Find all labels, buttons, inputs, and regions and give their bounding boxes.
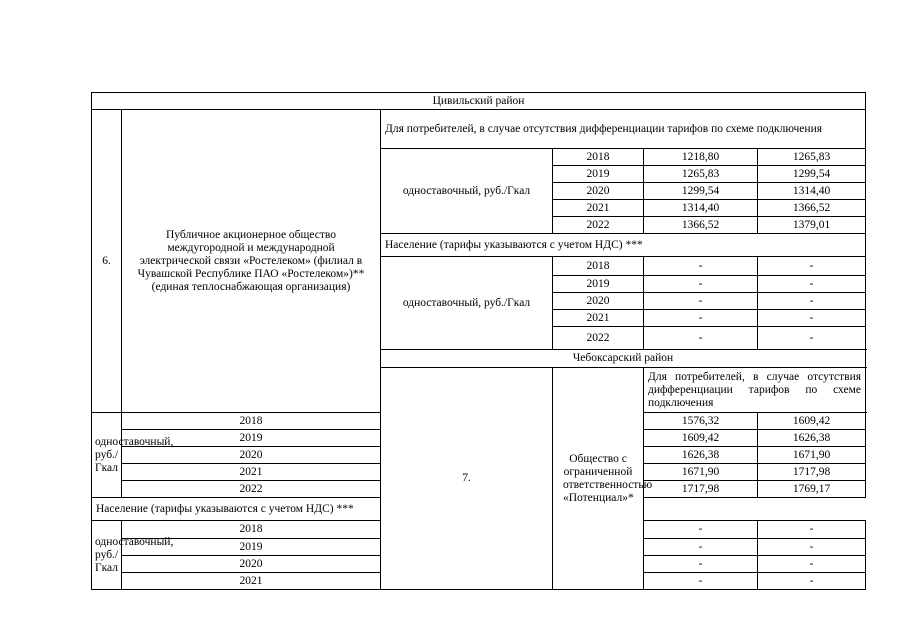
year-cell: 2021 [122,464,381,481]
tariff-value-2: 1717,98 [758,464,866,481]
group-header: Для потребителей, в случае отсутствия дифференциации тарифов по схеме подключения [381,110,866,149]
tariff-value-2: - [758,257,866,276]
tariff-value-1: - [644,257,758,276]
tariff-value-2: - [758,556,866,573]
tariff-value-1: 1265,83 [644,166,758,183]
tariff-value-1: 1626,38 [644,447,758,464]
tariff-value-1: - [644,293,758,310]
year-cell: 2019 [553,166,644,183]
year-cell: 2019 [122,539,381,556]
year-cell: 2018 [122,413,381,430]
year-cell: 2018 [122,521,381,539]
tariff-value-1: 1576,32 [644,413,758,430]
district-header: Цивильский район [92,93,866,110]
organization-name: Общество с ограниченной ответственностью «Потенциал»* [553,368,644,590]
tariff-value-2: - [758,539,866,556]
tariff-value-2: - [758,573,866,590]
tariff-value-1: - [644,556,758,573]
tariff-value-1: - [644,310,758,327]
tariff-value-1: - [644,276,758,293]
tariff-value-1: - [644,573,758,590]
tariff-value-2: - [758,327,866,350]
tariff-value-1: - [644,327,758,350]
year-cell: 2021 [122,573,381,590]
rate-type-label: одноставочный, руб./Гкал [381,257,553,350]
row-number: 7. [381,368,553,590]
tariff-value-2: 1299,54 [758,166,866,183]
tariff-value-2: - [758,276,866,293]
year-cell: 2020 [553,183,644,200]
tariff-value-2: 1626,38 [758,430,866,447]
year-cell: 2022 [553,327,644,350]
tariff-value-1: 1717,98 [644,481,758,498]
year-cell: 2021 [553,200,644,217]
tariff-value-1: 1366,52 [644,217,758,234]
tariff-value-2: 1671,90 [758,447,866,464]
tariff-value-2: 1609,42 [758,413,866,430]
year-cell: 2018 [553,149,644,166]
tariff-value-2: 1379,01 [758,217,866,234]
year-cell: 2019 [122,430,381,447]
tariff-value-1: 1671,90 [644,464,758,481]
year-cell: 2022 [122,481,381,498]
tariff-value-1: 1299,54 [644,183,758,200]
tariff-value-1: 1314,40 [644,200,758,217]
rate-type-label: одноставочный, руб./Гкал [92,413,122,498]
group-header: Население (тарифы указываются с учетом НДС) *** [92,498,644,521]
year-cell: 2020 [122,447,381,464]
tariff-value-1: - [644,521,758,539]
year-cell: 2020 [553,293,644,310]
row-number: 6. [92,110,122,413]
tariff-value-2: 1314,40 [758,183,866,200]
tariff-value-2: - [758,293,866,310]
year-cell: 2019 [553,276,644,293]
year-cell: 2022 [553,217,644,234]
tariff-value-1: - [644,539,758,556]
rate-type-label: одноставочный, руб./Гкал [381,149,553,234]
tariff-table [91,92,866,590]
year-cell: 2021 [553,310,644,327]
tariff-value-2: - [758,521,866,539]
tariff-value-1: 1218,80 [644,149,758,166]
year-cell: 2020 [122,556,381,573]
tariff-value-2: 1366,52 [758,200,866,217]
organization-name: Публичное акционерное общество междугородной и международной электрической связи «Ростелеком» (филиал в Чувашской Республике ПАО «Ростелеком»)** (единая теплоснабжающая организация) [122,110,381,413]
year-cell: 2018 [553,257,644,276]
tariff-value-2: - [758,310,866,327]
tariff-value-2: 1265,83 [758,149,866,166]
group-header: Население (тарифы указываются с учетом НДС) *** [381,234,866,257]
group-header: Для потребителей, в случае отсутствия дифференциации тарифов по схеме подключения [644,368,866,413]
tariff-value-1: 1609,42 [644,430,758,447]
rate-type-label: одноставочный, руб./Гкал [92,521,122,590]
tariff-value-2: 1769,17 [758,481,866,498]
district-header: Чебоксарский район [381,350,866,368]
